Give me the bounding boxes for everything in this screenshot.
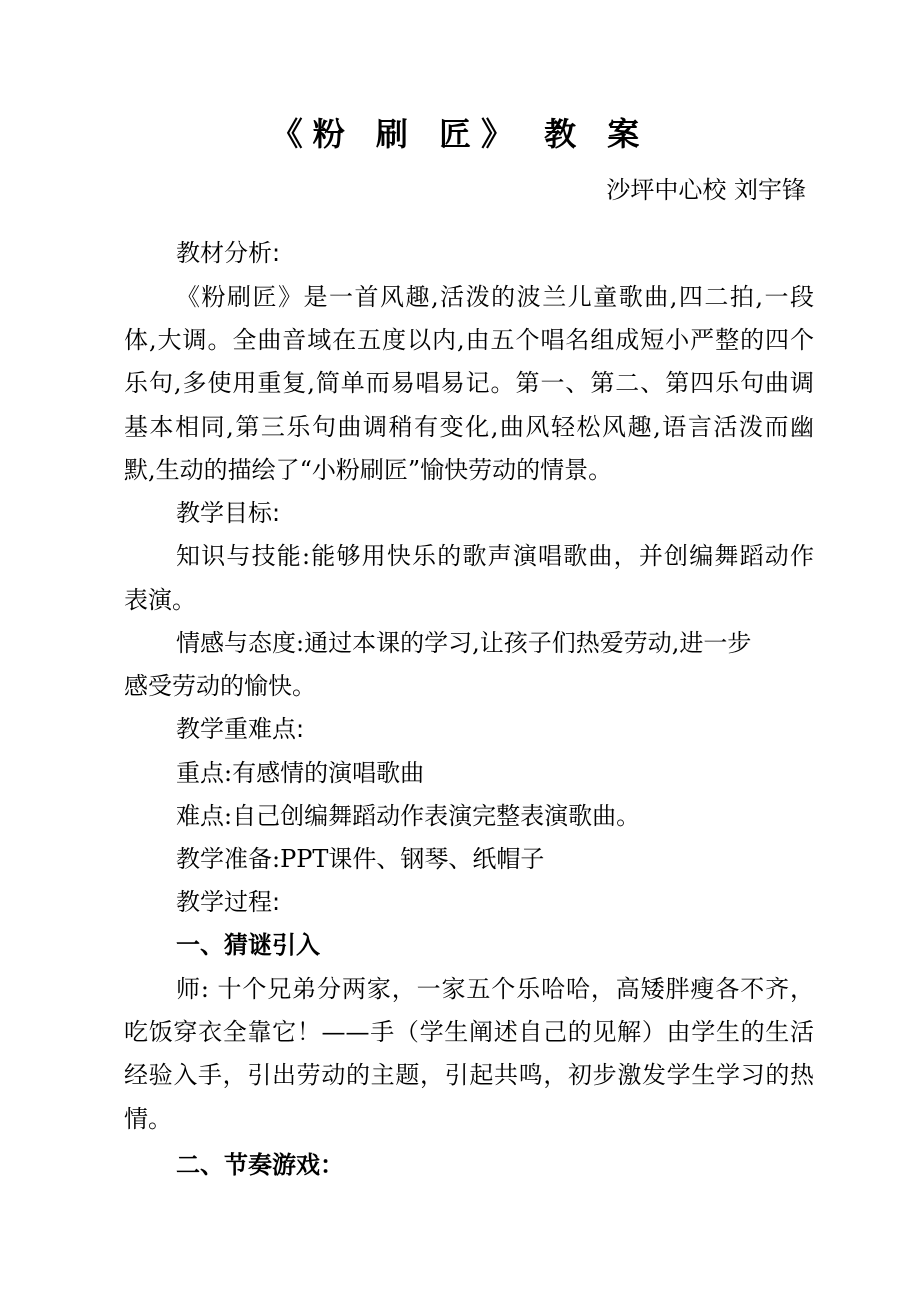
key-points-heading: 教学重难点:: [176, 715, 305, 743]
preparation-line: 教学准备:PPT课件、钢琴、纸帽子: [176, 845, 545, 873]
step1-line-2: 吃饭穿衣全靠它！——手（学生阐述自己的见解）由学生的生活: [124, 1018, 814, 1046]
goal-emotion-line-2: 感受劳动的愉快。: [124, 672, 316, 700]
goals-heading: 教学目标:: [176, 499, 281, 527]
analysis-line-3: 乐句,多使用重复,简单而易唱易记。第一、第二、第四乐句曲调: [124, 369, 814, 397]
author-line: 沙坪中心校 刘宇锋: [606, 176, 806, 204]
goal-knowledge-line-2: 表演。: [124, 586, 196, 614]
goal-emotion-line-1: 情感与态度:通过本课的学习,让孩子们热爱劳动,进一步: [176, 629, 752, 657]
step1-line-3: 经验入手，引出劳动的主题，引起共鸣，初步激发学生学习的热: [124, 1061, 814, 1089]
analysis-line-4: 基本相同,第三乐句曲调稍有变化,曲风轻松风趣,语言活泼而幽: [124, 413, 814, 441]
analysis-line-1: 《粉刷匠》是一首风趣,活泼的波兰儿童歌曲,四二拍,一段: [176, 283, 814, 311]
process-heading: 教学过程:: [176, 888, 281, 916]
step1-line-4: 情。: [124, 1105, 172, 1133]
step1-heading: 一、猜谜引入: [176, 931, 320, 959]
analysis-line-5: 默,生动的描绘了“小粉刷匠”愉快劳动的情景。: [124, 456, 613, 484]
key-point: 重点:有感情的演唱歌曲: [176, 759, 425, 787]
goal-knowledge-line-1: 知识与技能:能够用快乐的歌声演唱歌曲，并创编舞蹈动作: [176, 542, 814, 570]
document-title: 《粉 刷 匠》 教 案: [270, 115, 650, 153]
analysis-heading: 教材分析:: [176, 239, 281, 267]
difficult-point: 难点:自己创编舞蹈动作表演完整表演歌曲。: [176, 802, 641, 830]
step1-line-1: 师: 十个兄弟分两家，一家五个乐哈哈，高矮胖瘦各不齐，: [176, 975, 814, 1003]
analysis-line-2: 体,大调。全曲音域在五度以内,由五个唱名组成短小严整的四个: [124, 326, 814, 354]
step2-heading: 二、节奏游戏：: [176, 1151, 344, 1179]
